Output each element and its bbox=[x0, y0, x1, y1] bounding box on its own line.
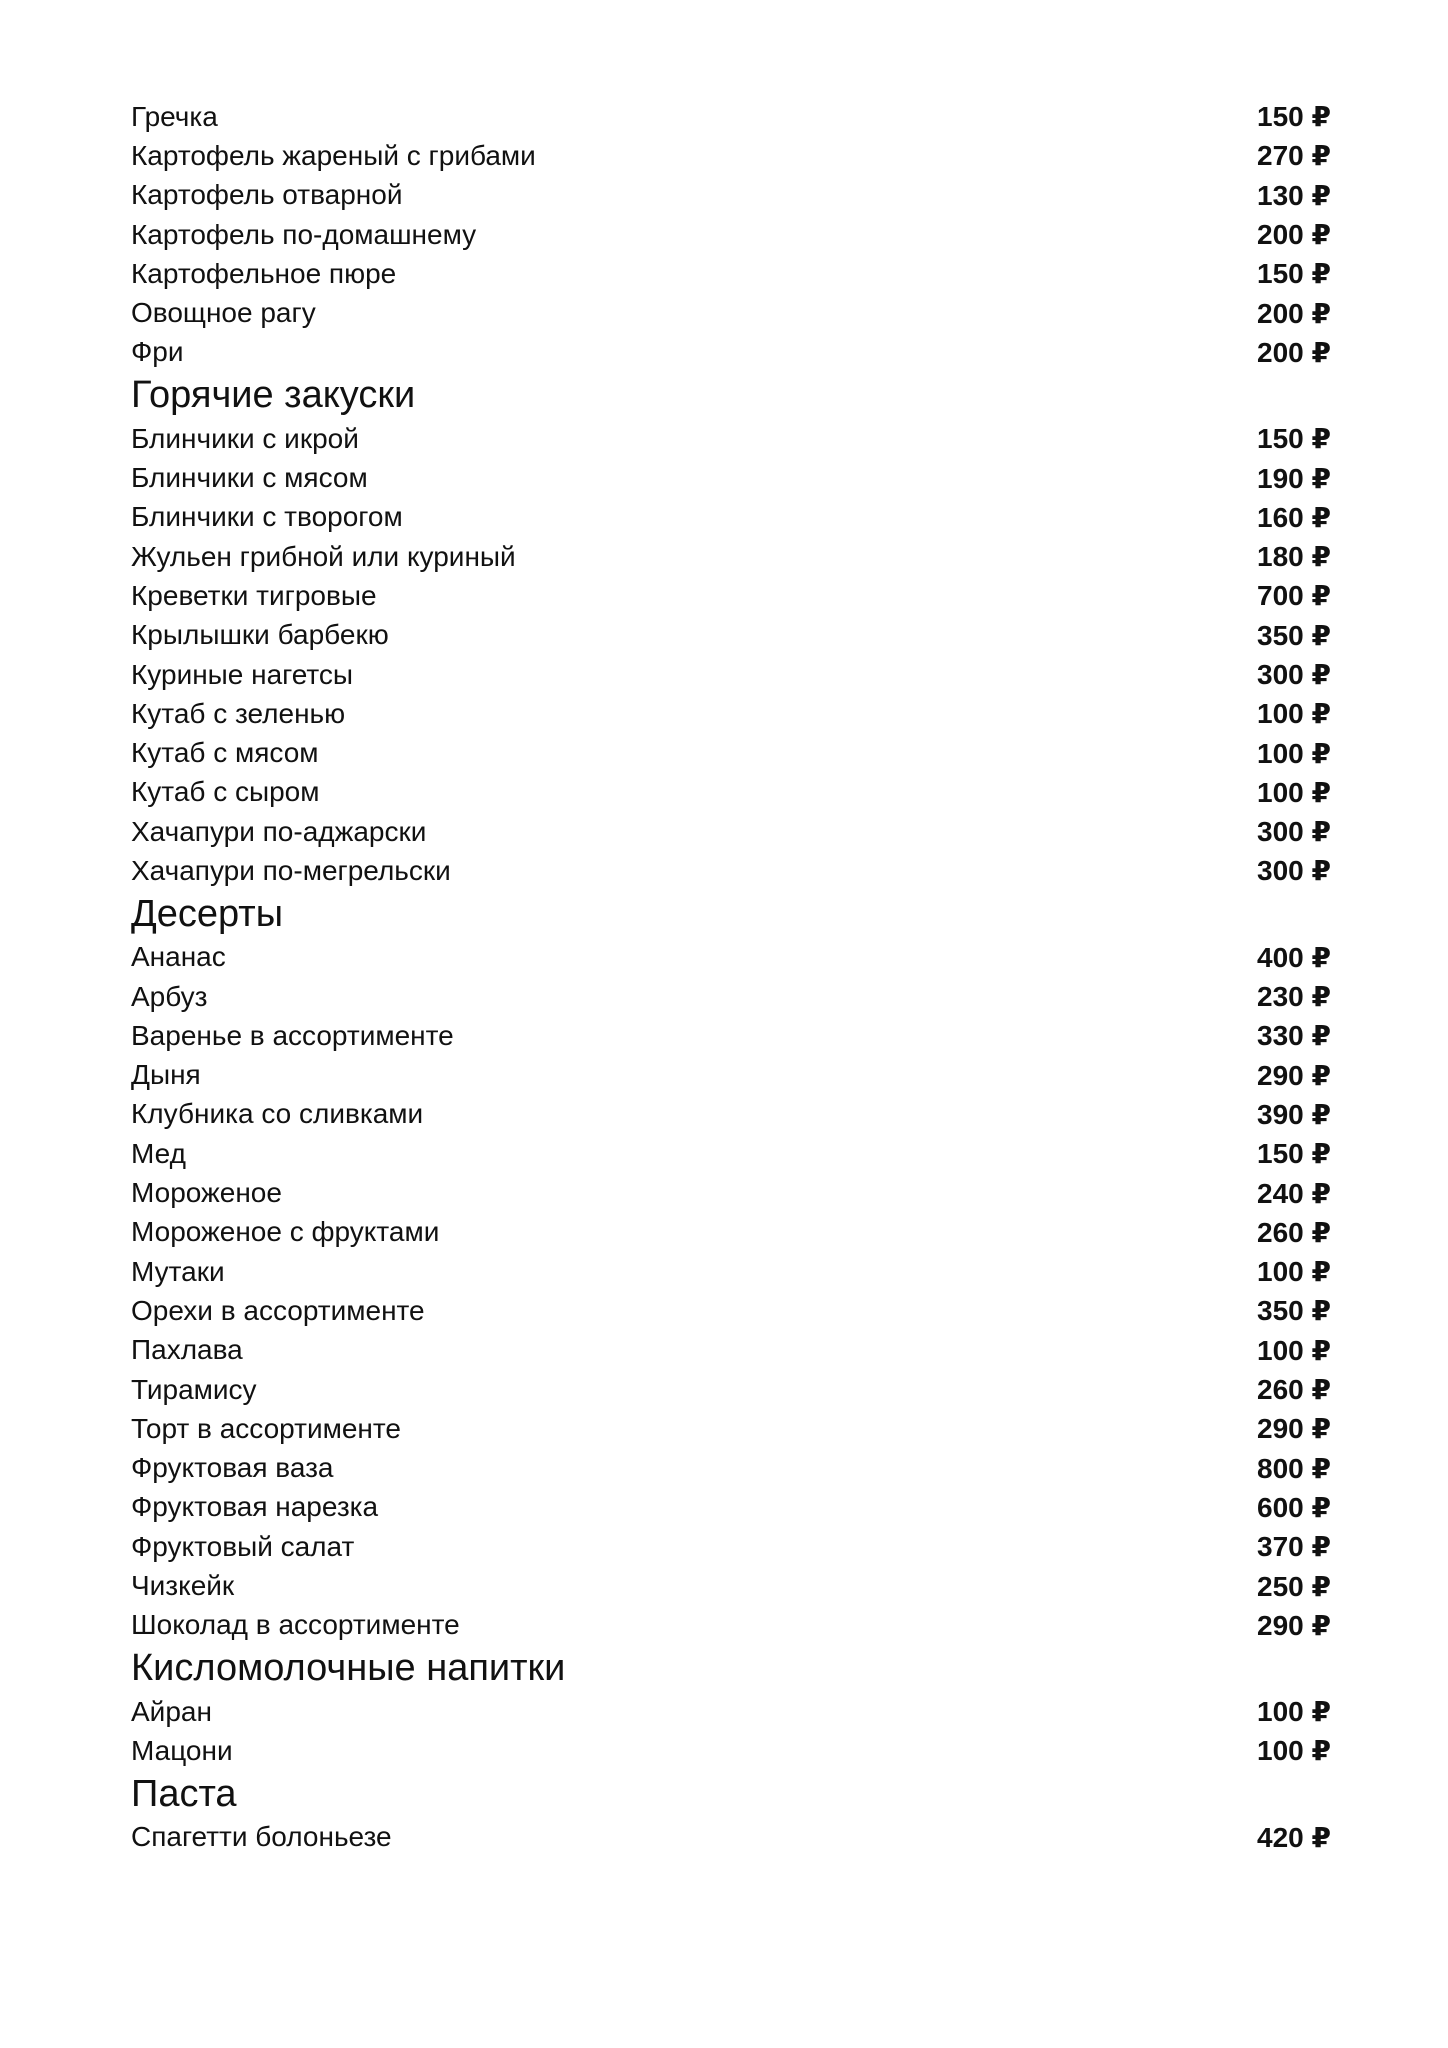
menu-item-name: Торт в ассортименте bbox=[131, 1412, 401, 1444]
menu-item bbox=[131, 1331, 1331, 1370]
menu-item-name: Дыня bbox=[131, 1059, 201, 1091]
menu-item-price: 100 ₽ bbox=[1257, 776, 1331, 808]
menu-item-name: Креветки тигровые bbox=[131, 579, 377, 611]
menu-item-price: 150 ₽ bbox=[1257, 1138, 1331, 1170]
menu-item bbox=[131, 1016, 1331, 1055]
menu-item-price: 270 ₽ bbox=[1257, 140, 1331, 172]
menu-item-name: Тирамису bbox=[131, 1373, 257, 1405]
menu-item-price: 370 ₽ bbox=[1257, 1531, 1331, 1563]
menu-item-name: Мутаки bbox=[131, 1255, 225, 1287]
menu-item-name: Фруктовая нарезка bbox=[131, 1491, 379, 1523]
menu-item bbox=[131, 812, 1331, 851]
menu-item-name: Овощное рагу bbox=[131, 297, 316, 329]
menu-item bbox=[131, 1291, 1331, 1330]
menu-item-name: Фруктовая ваза bbox=[131, 1452, 334, 1484]
menu-item-name: Крылышки барбекю bbox=[131, 619, 389, 651]
menu-item bbox=[131, 1692, 1331, 1731]
menu-item-name: Арбуз bbox=[131, 980, 208, 1012]
menu-item-name: Хачапури по-мегрельски bbox=[131, 854, 451, 886]
menu-item bbox=[131, 1527, 1331, 1566]
section-heading: Кисломолочные напитки bbox=[131, 1646, 566, 1689]
menu-item bbox=[131, 773, 1331, 812]
menu-item bbox=[131, 333, 1331, 372]
menu-item-price: 400 ₽ bbox=[1257, 941, 1331, 973]
menu-item-name: Пахлава bbox=[131, 1334, 243, 1366]
menu-item-price: 200 ₽ bbox=[1257, 297, 1331, 329]
menu-item bbox=[131, 1449, 1331, 1488]
menu-item-name: Мед bbox=[131, 1137, 186, 1169]
menu-item bbox=[131, 254, 1331, 293]
menu-item-name: Гречка bbox=[131, 100, 218, 132]
menu-item-price: 100 ₽ bbox=[1257, 1334, 1331, 1366]
section-heading: Паста bbox=[131, 1772, 237, 1815]
menu-item-price: 800 ₽ bbox=[1257, 1452, 1331, 1484]
menu-item-price: 150 ₽ bbox=[1257, 423, 1331, 455]
menu-item-name: Картофель по-домашнему bbox=[131, 218, 477, 250]
menu-item bbox=[131, 1173, 1331, 1212]
menu-item bbox=[131, 293, 1331, 332]
menu-item-price: 420 ₽ bbox=[1257, 1821, 1331, 1853]
menu-item-name: Спагетти болоньезе bbox=[131, 1821, 392, 1853]
menu-item bbox=[131, 1488, 1331, 1527]
menu-item-price: 100 ₽ bbox=[1257, 1256, 1331, 1288]
menu-item bbox=[131, 537, 1331, 576]
menu-item-price: 190 ₽ bbox=[1257, 462, 1331, 494]
menu-item-price: 290 ₽ bbox=[1257, 1413, 1331, 1445]
menu-item bbox=[131, 655, 1331, 694]
menu-item bbox=[131, 1818, 1331, 1857]
menu-item-price: 600 ₽ bbox=[1257, 1491, 1331, 1523]
menu-item-name: Мороженое bbox=[131, 1177, 282, 1209]
menu-item bbox=[131, 1213, 1331, 1252]
menu-item-price: 390 ₽ bbox=[1257, 1098, 1331, 1130]
menu-item-name: Блинчики с икрой bbox=[131, 422, 359, 454]
menu-item bbox=[131, 136, 1331, 175]
menu-item-price: 150 ₽ bbox=[1257, 258, 1331, 290]
menu-item-name: Ананас bbox=[131, 941, 226, 973]
menu-item-price: 180 ₽ bbox=[1257, 541, 1331, 573]
menu-item bbox=[131, 977, 1331, 1016]
menu-item bbox=[131, 498, 1331, 537]
menu-item-name: Айран bbox=[131, 1695, 212, 1727]
menu-item-price: 130 ₽ bbox=[1257, 179, 1331, 211]
menu-item-name: Жульен грибной или куриный bbox=[131, 540, 516, 572]
menu-item bbox=[131, 458, 1331, 497]
menu-item-name: Фри bbox=[131, 336, 184, 368]
menu-item-price: 200 ₽ bbox=[1257, 219, 1331, 251]
menu-item-price: 100 ₽ bbox=[1257, 698, 1331, 730]
menu-item-name: Шоколад в ассортименте bbox=[131, 1609, 460, 1641]
menu-item bbox=[131, 215, 1331, 254]
menu-item-name: Блинчики с творогом bbox=[131, 501, 403, 533]
menu-item-price: 300 ₽ bbox=[1257, 855, 1331, 887]
menu-item-name: Фруктовый салат bbox=[131, 1530, 355, 1562]
menu-item-price: 350 ₽ bbox=[1257, 1295, 1331, 1327]
menu-item-name: Кутаб с сыром bbox=[131, 776, 320, 808]
menu-item bbox=[131, 1056, 1331, 1095]
menu-item bbox=[131, 938, 1331, 977]
menu-item-name: Варенье в ассортименте bbox=[131, 1019, 454, 1051]
menu-item-price: 290 ₽ bbox=[1257, 1609, 1331, 1641]
menu-item-name: Хачапури по-аджарски bbox=[131, 815, 427, 847]
menu-item bbox=[131, 616, 1331, 655]
menu-item-price: 230 ₽ bbox=[1257, 981, 1331, 1013]
menu-item-price: 160 ₽ bbox=[1257, 501, 1331, 533]
menu-item-price: 100 ₽ bbox=[1257, 1735, 1331, 1767]
menu-item-name: Кутаб с мясом bbox=[131, 737, 319, 769]
menu-item-price: 300 ₽ bbox=[1257, 659, 1331, 690]
menu-item bbox=[131, 1606, 1331, 1645]
menu-item-price: 260 ₽ bbox=[1257, 1216, 1331, 1248]
menu-item bbox=[131, 1095, 1331, 1134]
menu-item-price: 250 ₽ bbox=[1257, 1570, 1331, 1602]
section-heading: Горячие закуски bbox=[131, 374, 416, 417]
menu-item-name: Чизкейк bbox=[131, 1570, 235, 1602]
menu-item-name: Мороженое с фруктами bbox=[131, 1216, 440, 1248]
menu-item bbox=[131, 576, 1331, 615]
menu-item-price: 200 ₽ bbox=[1257, 336, 1331, 368]
section-heading: Десерты bbox=[131, 892, 284, 935]
menu-item-price: 700 ₽ bbox=[1257, 580, 1331, 612]
menu-item-price: 300 ₽ bbox=[1257, 816, 1331, 848]
menu-item-name: Картофель отварной bbox=[131, 179, 403, 211]
menu-item-name: Мацони bbox=[131, 1734, 233, 1766]
menu-item-price: 350 ₽ bbox=[1257, 619, 1331, 651]
menu-item bbox=[131, 1566, 1331, 1605]
menu-item bbox=[131, 176, 1331, 215]
menu-item-price: 260 ₽ bbox=[1257, 1374, 1331, 1406]
menu-list bbox=[131, 97, 1331, 1857]
menu-item bbox=[131, 694, 1331, 733]
menu-item bbox=[131, 1409, 1331, 1448]
menu-item-price: 100 ₽ bbox=[1257, 1696, 1331, 1728]
menu-item-name: Клубника со сливками bbox=[131, 1098, 424, 1130]
menu-item-price: 100 ₽ bbox=[1257, 737, 1331, 769]
menu-item-name: Куриные нагетсы bbox=[131, 658, 354, 690]
menu-item-price: 330 ₽ bbox=[1257, 1020, 1331, 1052]
menu-item bbox=[131, 97, 1331, 136]
menu-item bbox=[131, 851, 1331, 890]
menu-item-name: Блинчики с мясом bbox=[131, 462, 368, 494]
menu-item bbox=[131, 1134, 1331, 1173]
menu-item-name: Орехи в ассортименте bbox=[131, 1294, 425, 1326]
menu-item bbox=[131, 1252, 1331, 1291]
menu-item bbox=[131, 1370, 1331, 1409]
menu-item-name: Картофельное пюре bbox=[131, 257, 397, 289]
menu-item-name: Картофель жареный с грибами bbox=[131, 139, 536, 171]
menu-item-price: 240 ₽ bbox=[1257, 1177, 1331, 1209]
menu-item bbox=[131, 419, 1331, 458]
menu-item-price: 150 ₽ bbox=[1257, 101, 1331, 133]
menu-item-price: 290 ₽ bbox=[1257, 1059, 1331, 1091]
menu-item bbox=[131, 733, 1331, 772]
menu-item-name: Кутаб с зеленью bbox=[131, 697, 346, 729]
menu-item bbox=[131, 1731, 1331, 1770]
